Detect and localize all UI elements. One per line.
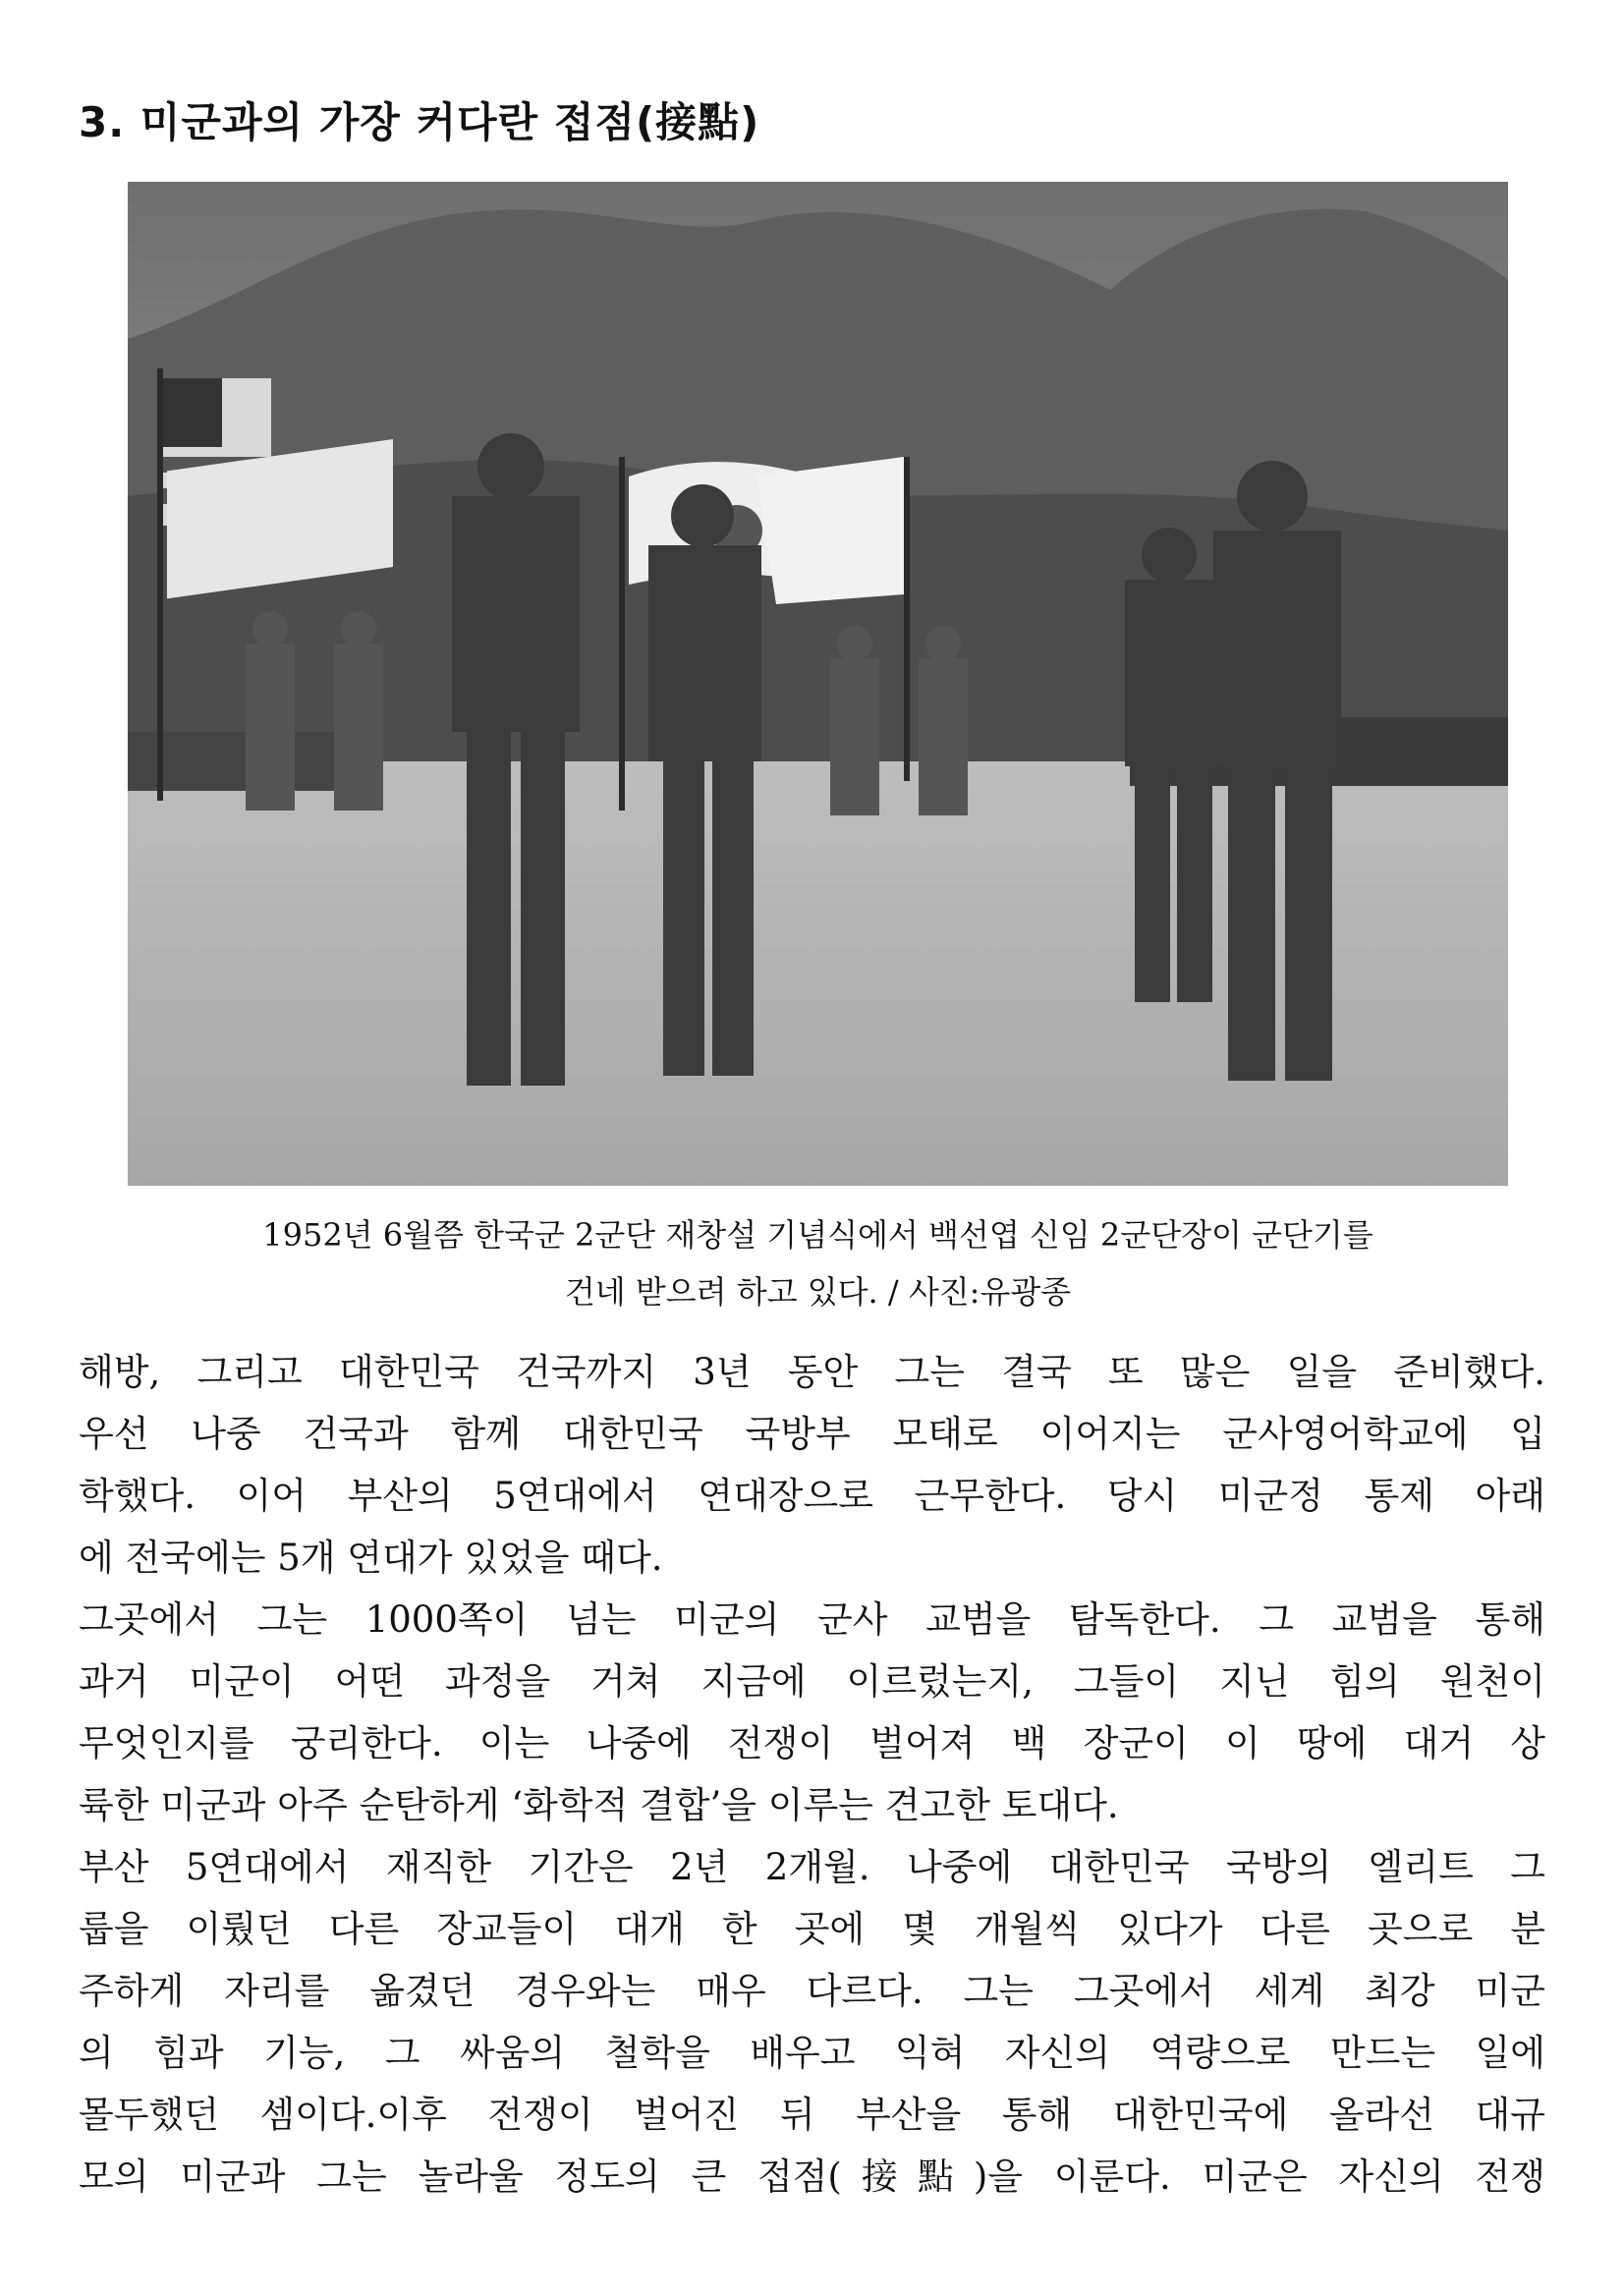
body-text-line: 륙한 미군과 아주 순탄하게 ‘화학적 결합’을 이루는 견고한 토대다. (79, 1784, 1119, 1826)
body-text-line: 에 전국에는 5개 연대가 있었을 때다. (79, 1537, 663, 1579)
section-heading: 3. 미군과의 가장 커다란 접점(接點) (79, 98, 760, 146)
body-text-line: 그곳에서 그는 1000쪽이 넘는 미군의 군사 교범을 탐독한다. 그 교범을 통해 (79, 1598, 1545, 1641)
photo-caption-line-2: 건네 받으려 하고 있다. / 사진:유광종 (564, 1273, 1072, 1311)
body-text-line: 모의 미군과 그는 놀라울 정도의 큰 접점(接點)을 이룬다. 미군은 자신의 전쟁 (79, 2155, 1545, 2198)
ceremony-photo (128, 182, 1508, 1186)
photo-illustration (128, 182, 1508, 1186)
body-text-line: 부산 5연대에서 재직한 기간은 2년 2개월. 나중에 대한민국 국방의 엘리트 그 (79, 1846, 1545, 1888)
body-text-line: 해방, 그리고 대한민국 건국까지 3년 동안 그는 결국 또 많은 일을 준비했다. (79, 1351, 1545, 1393)
body-text-line: 주하게 자리를 옮겼던 경우와는 매우 다르다. 그는 그곳에서 세계 최강 미군 (79, 1970, 1545, 2012)
body-text-line: 무엇인지를 궁리한다. 이는 나중에 전쟁이 벌어져 백 장군이 이 땅에 대거 상 (79, 1722, 1545, 1764)
body-text-line: 의 힘과 기능, 그 싸움의 철학을 배우고 익혀 자신의 역량으로 만드는 일에 (79, 2032, 1545, 2074)
body-text-line: 몰두했던 셈이다.이후 전쟁이 벌어진 뒤 부산을 통해 대한민국에 올라선 대규 (79, 2094, 1545, 2136)
body-text-line: 우선 나중 건국과 함께 대한민국 국방부 모태로 이어지는 군사영어학교에 입 (79, 1413, 1545, 1455)
photo-caption-line-1: 1952년 6월쯤 한국군 2군단 재창설 기념식에서 백선엽 신임 2군단장이 군단기를 (262, 1216, 1373, 1254)
body-text-line: 학했다. 이어 부산의 5연대에서 연대장으로 근무한다. 당시 미군정 통제 아래 (79, 1475, 1545, 1517)
body-text-line: 룹을 이뤘던 다른 장교들이 대개 한 곳에 몇 개월씩 있다가 다른 곳으로 분 (79, 1908, 1545, 1950)
body-text-line: 과거 미군이 어떤 과정을 거쳐 지금에 이르렀는지, 그들이 지닌 힘의 원천이 (79, 1660, 1545, 1703)
